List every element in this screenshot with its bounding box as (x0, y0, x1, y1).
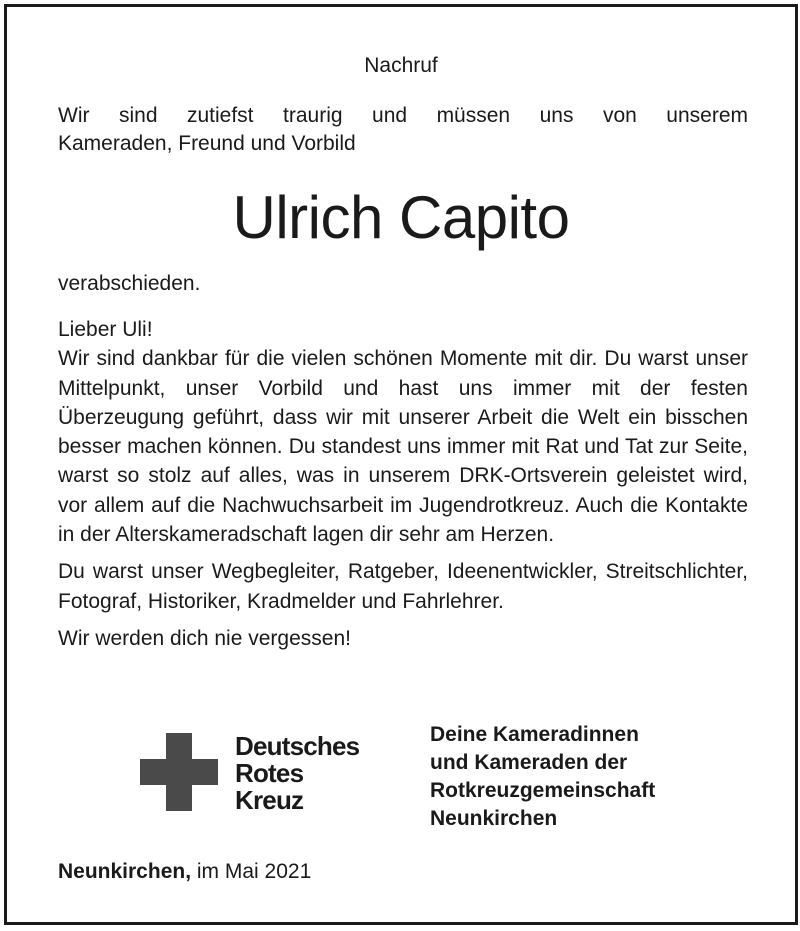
drk-logo (140, 733, 390, 817)
place-date (58, 860, 311, 884)
signature-block (430, 721, 655, 833)
signature-line-3: Rotkreuzgemeinschaft (430, 779, 656, 802)
farewell-text: verabschieden. (58, 272, 201, 295)
notice-heading: Nachruf (364, 54, 438, 77)
deceased-name: Ulrich Capito (232, 184, 570, 251)
intro-text (58, 102, 748, 158)
roles-paragraph: Du warst unser Wegbegleiter, Ratgeber, Ideenentwickler, Streitschlichter, Fotograf, Historiker, Kradmelder und Fahrlehrer. (58, 560, 748, 613)
signature-line-2: und Kameraden der (430, 751, 628, 774)
obituary-body (58, 315, 748, 653)
logo-line-1: Deutsches (235, 731, 360, 761)
date: im Mai 2021 (191, 860, 312, 883)
obituary-frame (4, 4, 798, 925)
signature-line-1: Deine Kameradinnen (430, 723, 639, 746)
logo-line-3: Kreuz (235, 785, 304, 815)
closing-line: Wir werden dich nie vergessen! (58, 626, 351, 650)
salutation: Lieber Uli! (58, 318, 153, 341)
logo-line-2: Rotes (235, 758, 304, 788)
drk-logo-text (235, 733, 359, 814)
tribute-paragraph: Wir sind dankbar für die vielen schönen Momente mit dir. Du warst unser Mittelpunkt, unser Vorbild und hast uns immer mit der festen Überzeugung geführt, dass wir mit unserer Arbeit die Welt ein bisschen besser machen können. Du standest uns immer mit Rat und Tat zur Seite, warst so stolz auf alles, was in unserem DRK-Ortsverein geleistet wird, vor allem auf die Nachwuchsarbeit im Jugendrotkreuz. Auch die Kontakte in der Alterskameradschaft lagen dir sehr am Herzen. (58, 347, 748, 547)
red-cross-icon (140, 733, 218, 811)
intro-line-1: Wir sind zutiefst traurig und müssen uns von unserem (58, 104, 748, 127)
signature-line-4: Neunkirchen (430, 807, 558, 830)
intro-line-2: Kameraden, Freund und Vorbild (58, 132, 356, 155)
place: Neunkirchen, (58, 860, 192, 883)
